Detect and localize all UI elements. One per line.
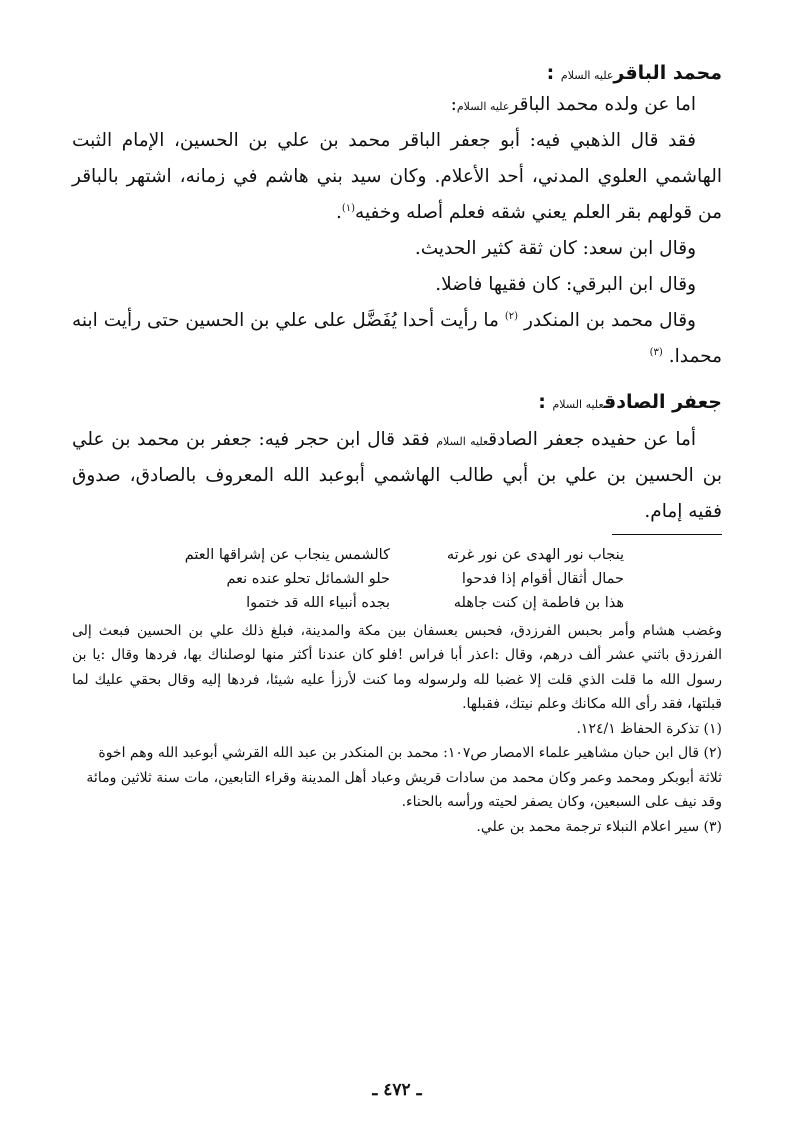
poem-verse (72, 543, 722, 567)
footnote-3: (٣) سير اعلام النبلاء ترجمة محمد بن علي. (476, 818, 722, 835)
paragraph-ibn-munkadir (72, 303, 722, 375)
footnote-ref-1: (١) (341, 202, 356, 214)
verse-second-hemistich: حلو الشمائل تحلو عنده نعم (226, 570, 390, 587)
poem-verse (72, 567, 722, 591)
poem-verse (72, 591, 722, 615)
paragraph-ibn-saad: وقال ابن سعد: كان ثقة كثير الحديث. (414, 237, 696, 259)
verse-second-hemistich: بجده أنبياء الله قد ختموا (246, 594, 390, 611)
footnote-separator (612, 534, 722, 535)
heading-colon: : (546, 62, 555, 84)
verse-first-hemistich: حمال أثقال أقوام إذا فدحوا (461, 570, 624, 587)
munkadir-text-b: ما رأيت أحدا يُفَضَّل على علي بن الحسين حتى رأيت ابنه محمدا. (72, 309, 722, 368)
paragraph-ibn-hajar (72, 422, 722, 530)
poem-verses (72, 543, 722, 615)
ibn-hajar-text: فقد قال ابن حجر فيه: جعفر بن محمد بن علي بن الحسين بن علي بن أبي طالب الهاشمي أبوعبد الله المعروف بالصادق، صدوق فقيه إمام. (72, 428, 722, 522)
footnote-ref-2: (٢) (504, 310, 519, 322)
verse-first-hemistich: ينجاب نور الهدى عن نور غرته (446, 546, 624, 563)
honorific-mark: عليه السلام (560, 69, 614, 82)
paragraph-ibn-barqi: وقال ابن البرقي: كان فقيها فاضلا. (435, 273, 696, 295)
page-content (72, 60, 722, 1082)
sadiq-intro-text: أما عن حفيده جعفر الصادق (488, 428, 697, 450)
paragraph-dhahabi: فقد قال الذهبي فيه: أبو جعفر الباقر محمد بن علي بن الحسين، الإمام الثبت الهاشمي العلوي المدني، أحد الأعلام. وكان سيد بني هاشم في زمانه، اشتهر بالباقر من قولهم بقر العلم يعني شقه فعلم أصله وخفيه$^{(١)}$. (72, 129, 722, 223)
footnote-ref-3: (٣) (649, 346, 663, 358)
verse-first-hemistich: هذا بن فاطمة إن كنت جاهله (453, 594, 624, 611)
footnote-2: (٢) قال ابن حبان مشاهير علماء الامصار ص١٠٧: محمد بن المنكدر بن عبد الله القرشي أبوعبد الله وهم اخوة ثلاثة أبوبكر ومحمد وعمر وكان محمد من سادات قريش وعباد أهل المدينة وقراء التابعين، مات سنة ثلاثين ومائة وقد نيف على السبعين، وكان يصفر لحيته ورأسه بالحناء. (86, 745, 722, 811)
section-heading-al-sadiq (72, 389, 722, 416)
dhahabi-text: فقد قال الذهبي فيه: أبو جعفر الباقر محمد بن علي بن الحسين، الإمام الثبت الهاشمي العلوي المدني، أحد الأعلام. وكان سيد بني هاشم في زمانه، اشتهر بالباقر من قولهم بقر العلم يعني شقه فعلم أصله وخفيه (72, 129, 722, 223)
honorific-mark: عليه السلام (552, 398, 604, 412)
honorific-mark: عليه السلام (456, 99, 510, 113)
honorific-mark: عليه السلام (436, 434, 489, 448)
footnote-1: (١) تذكرة الحفاظ ١٢٤/١. (576, 720, 722, 737)
paragraph-intro-baqir: اما عن ولده محمد الباقرعليه السلام: (450, 93, 696, 115)
heading-text: محمد الباقر (613, 62, 722, 84)
verse-second-hemistich: كالشمس ينجاب عن إشراقها العتم (184, 546, 390, 563)
intro-text: اما عن ولده محمد الباقر (509, 93, 696, 115)
heading-text: جعفر الصادق (603, 391, 722, 414)
page-number: ـ ٤٧٢ ـ (372, 1080, 422, 1100)
munkadir-text-a: وقال محمد بن المنكدر (523, 309, 696, 331)
heading-colon: : (538, 391, 546, 414)
section-heading-al-baqir (72, 60, 722, 87)
poem-note: وغضب هشام وأمر بحبس الفرزدق، فحبس بعسفان بين مكة والمدينة، فبلغ ذلك علي بن الحسين فبعث إلى الفرزدق باثني عشر ألف درهم، وقال :اعذر أبا فراس !فلو كان عندنا أكثر منها لوصلناك بها، فردها وقال :يا بن رسول الله ما قلت الذي قلت إلا غضبا لله ولرسوله وما كنت لأرزأ عليه شيئا، فردها إليه وقال بحقي عليك لما قبلتها، فقد رأى الله مكانك وعلم نيتك، فقبلها. (72, 622, 722, 713)
